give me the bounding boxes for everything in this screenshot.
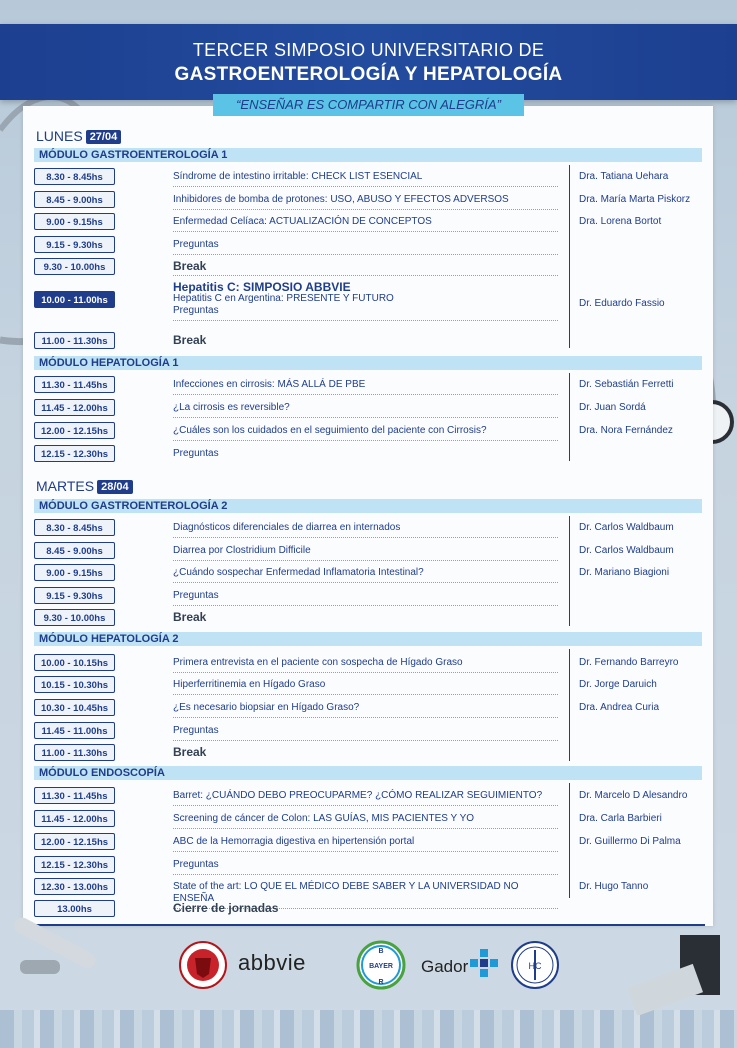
speaker-name: Dra. Tatiana Uehara [579,171,669,182]
schedule-row [0,722,737,742]
reflex-hammer-illustration [0,905,120,1005]
session-topic-block [173,281,558,321]
schedule-row [0,168,737,188]
schedule-row [0,564,737,584]
schedule-row [0,519,737,539]
session-topic: ¿Cuáles son los cuidados en el seguimiento del paciente con Cirrosis? [173,425,558,441]
module-header: MÓDULO ENDOSCOPÍA [34,766,702,780]
time-slot: 12.30 - 13.00hs [34,878,115,895]
session-topic: ABC de la Hemorragia digestiva en hipertensión portal [173,836,558,852]
session-topic: Diagnósticos diferenciales de diarrea en internados [173,522,558,538]
time-slot: 9.30 - 10.00hs [34,609,115,626]
day-label: LUNES [36,128,83,144]
session-topic: Cierre de jornadas [173,901,279,915]
session-topic: ¿Cuándo sospechar Enfermedad Inflamatoria Intestinal? [173,567,558,583]
session-topic: Diarrea por Clostridium Difficile [173,545,558,561]
day-label: MARTES [36,478,95,494]
schedule-row [0,422,737,442]
time-slot: 11.45 - 12.00hs [34,810,115,827]
session-topic: ¿Es necesario biopsiar en Hígado Graso? [173,702,558,718]
schedule-row [0,332,737,352]
session-topic: Primera entrevista en el paciente con sospecha de Hígado Graso [173,657,558,673]
schedule-row [0,281,737,325]
time-slot: 9.00 - 9.15hs [34,213,115,230]
bayer-logo [356,940,406,990]
time-slot: 10.00 - 10.15hs [34,654,115,671]
time-slot: 12.15 - 12.30hs [34,445,115,462]
svg-text:R: R [378,979,384,986]
session-topic: Infecciones en cirrosis: MÁS ALLÁ DE PBE [173,379,558,395]
schedule-row [0,587,737,607]
session-topic: Barret: ¿CUÁNDO DEBO PREOCUPARME? ¿CÓMO REALIZAR SEGUIMIENTO? [173,790,558,806]
event-title-line2: GASTROENTEROLOGÍA Y HEPATOLOGÍA [174,64,563,85]
time-slot: 13.00hs [34,900,115,917]
module-header: MÓDULO HEPATOLOGÍA 1 [34,356,702,370]
schedule-row [0,787,737,807]
session-topic: Preguntas [173,725,558,741]
speaker-name: Dr. Hugo Tanno [579,881,649,892]
time-slot: 11.00 - 11.30hs [34,744,115,761]
session-topic: Enfermedad Celíaca: ACTUALIZACIÓN DE CONCEPTOS [173,216,558,232]
time-slot: 10.15 - 10.30hs [34,676,115,693]
day-date-badge: 28/04 [97,480,133,494]
time-slot: 9.15 - 9.30hs [34,587,115,604]
hospital-clinicas-logo [510,940,560,990]
module-header: MÓDULO HEPATOLOGÍA 2 [34,632,702,646]
schedule-row [0,376,737,396]
schedule-row [0,654,737,674]
module-header: MÓDULO GASTROENTEROLOGÍA 1 [34,148,702,162]
time-slot: 11.00 - 11.30hs [34,332,115,349]
time-slot: 11.30 - 11.45hs [34,376,115,393]
time-slot: 8.45 - 9.00hs [34,542,115,559]
otoscope-illustration [620,935,737,1015]
day-tuesday [36,478,133,494]
gador-logo: Gador [421,957,469,976]
time-slot: 12.00 - 12.15hs [34,422,115,439]
schedule-row [0,744,737,764]
schedule-row [0,856,737,876]
time-slot: 9.00 - 9.15hs [34,564,115,581]
svg-text:B: B [378,948,384,955]
schedule-row [0,399,737,419]
day-date-badge: 27/04 [86,130,122,144]
session-topic: Síndrome de intestino irritable: CHECK LIST ESENCIAL [173,171,558,187]
schedule-row [0,810,737,830]
session-topic: Screening de cáncer de Colon: LAS GUÍAS, MIS PACIENTES Y YO [173,813,558,829]
session-topic: Preguntas [173,590,558,606]
speaker-name: Dra. Andrea Curia [579,702,660,713]
session-topic: Inhibidores de bomba de protones: USO, ABUSO Y EFECTOS ADVERSOS [173,194,558,210]
schedule-row [0,699,737,719]
background-pattern [0,1010,737,1048]
time-slot: 12.00 - 12.15hs [34,833,115,850]
session-topic: ¿La cirrosis es reversible? [173,402,558,418]
time-slot: 11.45 - 11.00hs [34,722,115,739]
event-title-line1: TERCER SIMPOSIO UNIVERSITARIO DE [192,40,545,60]
speaker-name: Dr. Sebastián Ferretti [579,379,674,390]
time-slot: 8.45 - 9.00hs [34,191,115,208]
schedule-row [0,236,737,256]
time-slot: 10.00 - 11.00hs [34,291,115,308]
session-subtopic: Hepatitis C en Argentina: PRESENTE Y FUTURO [173,293,394,304]
speaker-name: Dr. Fernando Barreyro [579,657,679,668]
time-slot: 9.30 - 10.00hs [34,258,115,275]
schedule-row [0,878,737,904]
motto-banner: “ENSEÑAR ES COMPARTIR CON ALEGRÍA” [213,94,524,116]
schedule-row [0,542,737,562]
schedule-row [0,833,737,853]
time-slot: 9.15 - 9.30hs [34,236,115,253]
time-slot: 11.45 - 12.00hs [34,399,115,416]
speaker-name: Dra. Carla Barbieri [579,813,662,824]
speaker-name: Dr. Carlos Waldbaum [579,545,674,556]
speaker-name: Dr. Eduardo Fassio [579,298,665,309]
session-topic: Preguntas [173,239,558,255]
session-topic: Preguntas [173,859,558,875]
time-slot: 12.15 - 12.30hs [34,856,115,873]
time-slot: 11.30 - 11.45hs [34,787,115,804]
university-seal-logo [178,940,228,990]
gador-cross-icon [470,949,500,979]
abbvie-logo: abbvie [238,950,306,975]
session-topic: Break [173,610,207,624]
bayer-logo-text: BAYER [369,963,393,970]
session-topic: Hiperferritinemia en Hígado Graso [173,679,558,695]
schedule-row [0,676,737,696]
speaker-name: Dr. Jorge Daruich [579,679,657,690]
speaker-name: Dra. Lorena Bortot [579,216,662,227]
schedule-row [0,213,737,233]
module-header: MÓDULO GASTROENTEROLOGÍA 2 [34,499,702,513]
speaker-name: Dr. Guillermo Di Palma [579,836,681,847]
session-topic: Break [173,260,558,276]
schedule-row [0,258,737,278]
speaker-name: Dr. Marcelo D Alesandro [579,790,688,801]
time-slot: 8.30 - 8.45hs [34,519,115,536]
session-subtopic: Preguntas [173,305,219,316]
speaker-name: Dr. Carlos Waldbaum [579,522,674,533]
time-slot: 8.30 - 8.45hs [34,168,115,185]
speaker-name: Dra. Nora Fernández [579,425,673,436]
header-banner [0,24,737,100]
speaker-name: Dr. Mariano Biagioni [579,567,670,578]
session-topic: State of the art: LO QUE EL MÉDICO DEBE SABER Y LA UNIVERSIDAD NO ENSEÑA [173,881,558,909]
speaker-name: Dr. Juan Sordá [579,402,646,413]
footer-divider [33,924,705,926]
session-topic: Hepatitis C: SIMPOSIO ABBVIE [173,280,351,294]
schedule-row [0,445,737,465]
session-topic: Break [173,333,207,347]
day-monday [36,128,121,144]
session-topic: Break [173,745,207,759]
schedule-row [0,191,737,211]
time-slot: 10.30 - 10.45hs [34,699,115,716]
session-topic: Preguntas [173,448,219,459]
hc-logo-text: HC [528,961,542,971]
speaker-name: Dra. María Marta Piskorz [579,194,691,205]
schedule-row [0,609,737,629]
